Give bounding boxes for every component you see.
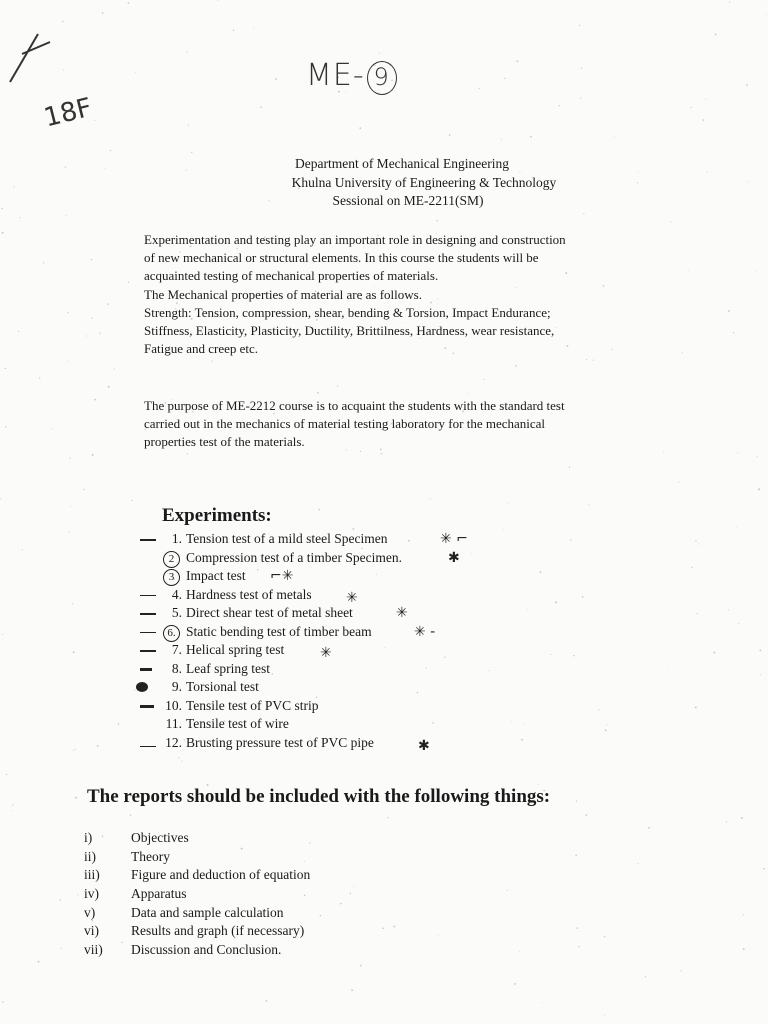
handwritten-star-mark: ✱ [418, 737, 430, 754]
item-number: 6. [163, 625, 180, 642]
item-number: 11. [165, 716, 182, 731]
item-number: 7. [171, 642, 182, 657]
intro-line: Strength: Tension, compression, shear, bending & Torsion, Impact Endurance; [144, 304, 551, 320]
item-text: Leaf spring test [186, 660, 270, 676]
item-number-circled [158, 549, 180, 568]
list-item [130, 660, 570, 679]
item-number: vi) [84, 923, 99, 939]
department-name: Department of Mechanical Engineering [294, 156, 510, 171]
item-number: i) [84, 830, 93, 845]
sessional-title: Sessional on ME-2211(SM) [332, 193, 484, 208]
item-number: vii) [84, 942, 103, 958]
handwritten-dash-mark [140, 632, 156, 634]
list-item [130, 697, 570, 716]
list-item [130, 530, 570, 549]
item-text: Tensile test of wire [186, 716, 289, 731]
handwritten-star-mark: ✳ [320, 645, 332, 661]
item-text: Hardness test of metals [186, 586, 312, 602]
handwritten-star-mark: ✳ [396, 605, 408, 621]
item-number-circled [158, 623, 180, 642]
handwritten-course-code [306, 58, 397, 95]
handwritten-star-mark: ✳ [346, 589, 358, 606]
item-text: Figure and deduction of equation [131, 867, 311, 883]
item-number: 1. [171, 531, 182, 546]
intro-line: Fatigue and creep etc. [144, 341, 259, 357]
item-text: Objectives [131, 830, 189, 845]
list-item [130, 549, 570, 568]
item-text: Apparatus [131, 886, 187, 902]
item-number: 3 [163, 569, 180, 586]
intro-line: Experimentation and testing play an important role in designing and construction [144, 232, 566, 247]
handwritten-star-mark: ⌐✳ [270, 568, 294, 584]
purpose-line: carried out in the mechanics of material testing laboratory for the mechanical [144, 416, 546, 432]
intro-paragraph [144, 231, 674, 358]
item-number: 2 [163, 551, 180, 568]
item-text: Static bending test of timber beam [186, 623, 372, 639]
handwritten-star-mark: ✳ ⌐ [440, 531, 468, 547]
item-text: Discussion and Conclusion. [131, 942, 282, 958]
handwritten-slash-mark [2, 24, 62, 94]
item-number: iii) [84, 867, 100, 883]
item-number: 5. [171, 605, 182, 620]
item-number: iv) [84, 886, 99, 902]
item-text: Tension test of a mild steel Specimen [186, 531, 388, 546]
intro-line: The Mechanical properties of material are as follows. [144, 286, 422, 302]
item-text: Data and sample calculation [131, 904, 284, 920]
handwritten-circled-number: 9 [367, 61, 397, 95]
list-item [130, 586, 570, 605]
intro-line: of new mechanical or structural elements. In this course the students will be [144, 250, 539, 266]
item-number: 12. [165, 734, 182, 750]
handwritten-corner-note: 18F [41, 92, 95, 134]
university-name: Khulna University of Engineering & Technology [291, 175, 557, 190]
list-item [130, 567, 570, 586]
item-number: ii) [84, 848, 96, 864]
item-number: v) [84, 904, 96, 920]
handwritten-title-text: ME- [306, 58, 365, 93]
item-number-circled [158, 567, 180, 586]
handwritten-star-mark: ✳ - [414, 623, 436, 640]
experiments-heading: Experiments: [162, 505, 272, 526]
item-text: Compression test of a timber Specimen. [186, 549, 402, 565]
purpose-paragraph [144, 397, 674, 452]
experiments-list [130, 530, 570, 752]
item-number: 4. [171, 586, 182, 602]
item-text: Direct shear test of metal sheet [186, 605, 353, 620]
item-text: Tensile test of PVC strip [186, 697, 319, 713]
handwritten-star-mark: ✱ [448, 549, 460, 566]
intro-line: Stiffness, Elasticity, Plasticity, Ductility, Brittilness, Hardness, wear resistance, [144, 323, 555, 339]
item-text: Impact test [186, 568, 246, 583]
item-text: Brusting pressure test of PVC pipe [186, 734, 374, 750]
item-text: Helical spring test [186, 642, 285, 657]
handwritten-blot-mark [136, 682, 148, 692]
item-text: Torsional test [186, 679, 259, 694]
list-item [130, 604, 570, 623]
list-item [130, 623, 570, 642]
list-item [130, 641, 570, 660]
list-item [130, 715, 570, 734]
list-item [130, 678, 570, 697]
purpose-line: properties test of the materials. [144, 434, 305, 450]
item-number: 8. [171, 660, 182, 676]
purpose-line: The purpose of ME-2212 course is to acquaint the students with the standard test [144, 398, 565, 413]
list-item [130, 734, 570, 753]
item-text: Results and graph (if necessary) [131, 923, 305, 939]
item-number: 9. [171, 679, 182, 694]
reports-heading: The reports should be included with the following things: [87, 786, 551, 807]
intro-line: acquainted testing of mechanical properties of materials. [144, 268, 439, 284]
item-text: Theory [131, 848, 170, 864]
item-number: 10. [165, 697, 182, 713]
